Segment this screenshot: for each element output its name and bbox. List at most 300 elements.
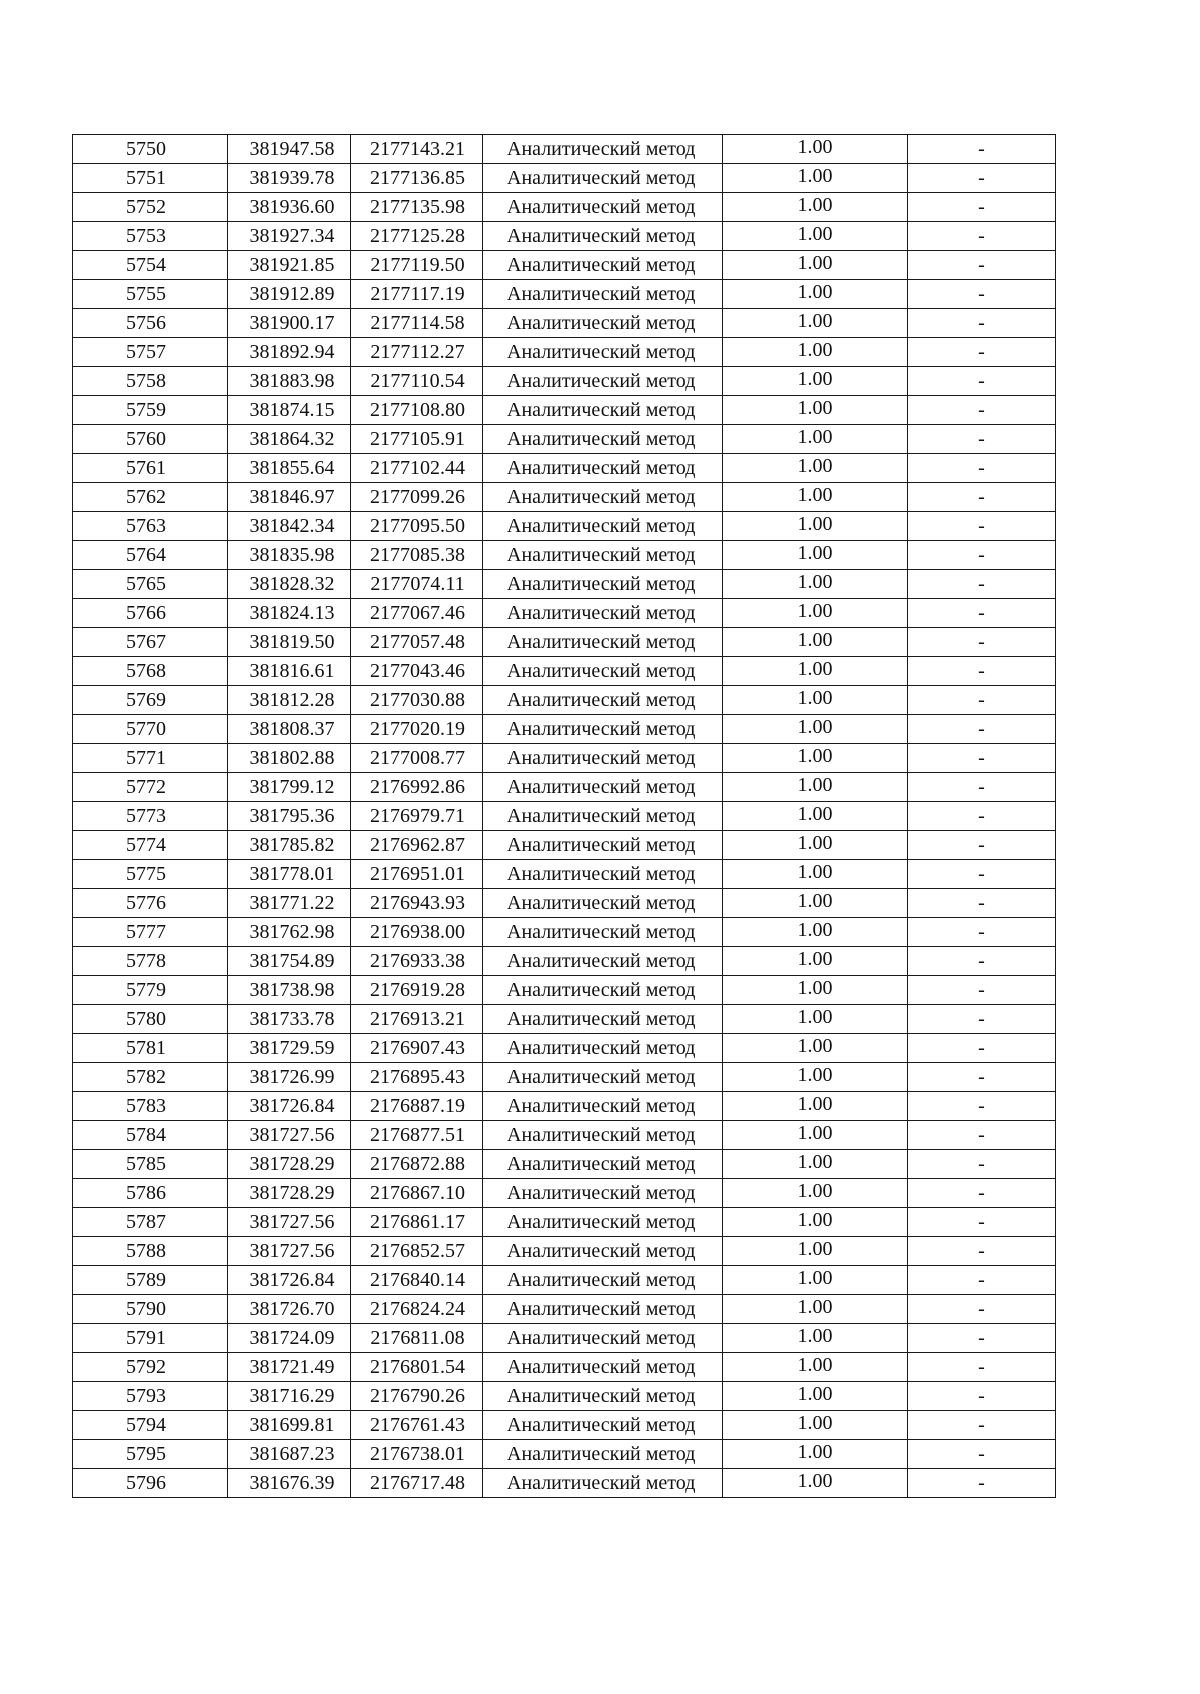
point-number-cell-text: 5795 [126,1443,166,1465]
x-coordinate-cell [228,396,351,425]
point-number-cell [73,309,228,338]
y-coordinate-cell-text: 2176801.54 [370,1356,465,1378]
y-coordinate-cell [351,802,483,831]
x-coordinate-cell-text: 381921.85 [249,254,335,276]
accuracy-cell [723,193,908,222]
point-number-cell [73,1324,228,1353]
x-coordinate-cell-text: 381883.98 [249,370,335,392]
y-coordinate-cell-text: 2177030.88 [370,689,465,711]
accuracy-cell [723,802,908,831]
accuracy-cell-text: 1.00 [797,774,833,796]
point-number-cell-text: 5793 [126,1385,166,1407]
point-number-cell [73,396,228,425]
note-cell-text: - [978,863,985,885]
note-cell-text: - [978,428,985,450]
x-coordinate-cell [228,1440,351,1469]
accuracy-cell-text: 1.00 [797,1122,833,1144]
note-cell-text: - [978,283,985,305]
accuracy-cell-text: 1.00 [797,1238,833,1260]
method-cell [483,483,723,512]
accuracy-cell-text: 1.00 [797,397,833,419]
point-number-cell [73,976,228,1005]
note-cell [908,396,1056,425]
point-number-cell [73,1150,228,1179]
y-coordinate-cell [351,541,483,570]
y-coordinate-cell-text: 2177112.27 [370,341,465,363]
accuracy-cell [723,454,908,483]
note-cell [908,1063,1056,1092]
accuracy-cell-text: 1.00 [797,1035,833,1057]
y-coordinate-cell-text: 2176951.01 [370,863,465,885]
accuracy-cell-text: 1.00 [797,687,833,709]
table-row [73,164,1056,193]
method-cell [483,280,723,309]
point-number-cell [73,1411,228,1440]
method-cell [483,396,723,425]
point-number-cell-text: 5783 [126,1095,166,1117]
note-cell [908,1324,1056,1353]
x-coordinate-cell-text: 381828.32 [249,573,335,595]
note-cell-text: - [978,979,985,1001]
y-coordinate-cell-text: 2177085.38 [370,544,465,566]
note-cell-text: - [978,515,985,537]
accuracy-cell-text: 1.00 [797,484,833,506]
x-coordinate-cell-text: 381726.99 [249,1066,335,1088]
y-coordinate-cell-text: 2177117.19 [370,283,465,305]
method-cell-text: Аналитический метод [507,921,696,943]
accuracy-cell-text: 1.00 [797,1354,833,1376]
x-coordinate-cell [228,1092,351,1121]
method-cell [483,889,723,918]
x-coordinate-cell-text: 381724.09 [249,1327,335,1349]
accuracy-cell [723,1411,908,1440]
point-number-cell [73,1440,228,1469]
accuracy-cell [723,715,908,744]
table-row [73,1208,1056,1237]
accuracy-cell [723,686,908,715]
point-number-cell [73,773,228,802]
accuracy-cell-text: 1.00 [797,339,833,361]
x-coordinate-cell [228,599,351,628]
table-row [73,599,1056,628]
x-coordinate-cell [228,1121,351,1150]
method-cell-text: Аналитический метод [507,689,696,711]
method-cell-text: Аналитический метод [507,428,696,450]
x-coordinate-cell-text: 381728.29 [249,1153,335,1175]
method-cell-text: Аналитический метод [507,660,696,682]
accuracy-cell-text: 1.00 [797,368,833,390]
note-cell-text: - [978,1037,985,1059]
note-cell [908,251,1056,280]
y-coordinate-cell-text: 2177136.85 [370,167,465,189]
note-cell [908,338,1056,367]
point-number-cell-text: 5794 [126,1414,166,1436]
accuracy-cell-text: 1.00 [797,1267,833,1289]
y-coordinate-cell [351,193,483,222]
table-row [73,1440,1056,1469]
x-coordinate-cell [228,686,351,715]
accuracy-cell [723,1237,908,1266]
table-row [73,715,1056,744]
accuracy-cell [723,396,908,425]
x-coordinate-cell-text: 381819.50 [249,631,335,653]
point-number-cell-text: 5778 [126,950,166,972]
method-cell-text: Аналитический метод [507,747,696,769]
x-coordinate-cell [228,164,351,193]
point-number-cell-text: 5774 [126,834,166,856]
note-cell-text: - [978,1269,985,1291]
method-cell [483,657,723,686]
table-row [73,1121,1056,1150]
y-coordinate-cell-text: 2177119.50 [370,254,465,276]
point-number-cell-text: 5751 [126,167,166,189]
y-coordinate-cell-text: 2176790.26 [370,1385,465,1407]
accuracy-cell-text: 1.00 [797,1470,833,1492]
y-coordinate-cell-text: 2177095.50 [370,515,465,537]
x-coordinate-cell [228,222,351,251]
point-number-cell [73,367,228,396]
note-cell [908,1092,1056,1121]
method-cell-text: Аналитический метод [507,1414,696,1436]
x-coordinate-cell-text: 381864.32 [249,428,335,450]
note-cell-text: - [978,370,985,392]
note-cell-text: - [978,544,985,566]
x-coordinate-cell-text: 381726.84 [249,1269,335,1291]
y-coordinate-cell [351,831,483,860]
method-cell [483,831,723,860]
note-cell-text: - [978,1153,985,1175]
y-coordinate-cell [351,251,483,280]
x-coordinate-cell-text: 381795.36 [249,805,335,827]
y-coordinate-cell-text: 2177043.46 [370,660,465,682]
point-number-cell [73,1237,228,1266]
method-cell [483,1440,723,1469]
x-coordinate-cell-text: 381927.34 [249,225,335,247]
table-row [73,1411,1056,1440]
y-coordinate-cell [351,744,483,773]
x-coordinate-cell-text: 381699.81 [249,1414,335,1436]
point-number-cell [73,860,228,889]
table-row [73,947,1056,976]
x-coordinate-cell [228,1353,351,1382]
x-coordinate-cell-text: 381727.56 [249,1211,335,1233]
point-number-cell [73,628,228,657]
method-cell-text: Аналитический метод [507,138,696,160]
note-cell [908,1382,1056,1411]
y-coordinate-cell-text: 2176979.71 [370,805,465,827]
point-number-cell-text: 5784 [126,1124,166,1146]
y-coordinate-cell [351,309,483,338]
point-number-cell-text: 5792 [126,1356,166,1378]
table-row [73,686,1056,715]
accuracy-cell [723,135,908,164]
y-coordinate-cell-text: 2176877.51 [370,1124,465,1146]
x-coordinate-cell-text: 381912.89 [249,283,335,305]
accuracy-cell [723,1266,908,1295]
y-coordinate-cell-text: 2177110.54 [370,370,465,392]
y-coordinate-cell [351,1179,483,1208]
method-cell [483,425,723,454]
table-row [73,425,1056,454]
point-number-cell-text: 5768 [126,660,166,682]
table-row [73,889,1056,918]
method-cell [483,193,723,222]
accuracy-cell-text: 1.00 [797,310,833,332]
table-row [73,1179,1056,1208]
x-coordinate-cell [228,1411,351,1440]
accuracy-cell-text: 1.00 [797,1383,833,1405]
method-cell-text: Аналитический метод [507,1269,696,1291]
point-number-cell [73,222,228,251]
method-cell [483,1063,723,1092]
accuracy-cell [723,1063,908,1092]
note-cell-text: - [978,1385,985,1407]
method-cell-text: Аналитический метод [507,573,696,595]
accuracy-cell [723,251,908,280]
note-cell [908,135,1056,164]
y-coordinate-cell [351,1295,483,1324]
note-cell [908,1469,1056,1498]
note-cell [908,947,1056,976]
point-number-cell [73,164,228,193]
method-cell [483,744,723,773]
accuracy-cell [723,425,908,454]
x-coordinate-cell-text: 381716.29 [249,1385,335,1407]
y-coordinate-cell-text: 2177105.91 [370,428,465,450]
method-cell-text: Аналитический метод [507,863,696,885]
point-number-cell-text: 5782 [126,1066,166,1088]
accuracy-cell [723,1005,908,1034]
method-cell [483,541,723,570]
point-number-cell [73,1121,228,1150]
table-body [73,135,1056,1498]
point-number-cell [73,135,228,164]
method-cell [483,1005,723,1034]
point-number-cell-text: 5763 [126,515,166,537]
method-cell [483,454,723,483]
note-cell-text: - [978,167,985,189]
accuracy-cell-text: 1.00 [797,948,833,970]
method-cell [483,1092,723,1121]
point-number-cell-text: 5771 [126,747,166,769]
y-coordinate-cell-text: 2177020.19 [370,718,465,740]
accuracy-cell-text: 1.00 [797,281,833,303]
x-coordinate-cell [228,657,351,686]
accuracy-cell [723,483,908,512]
note-cell [908,193,1056,222]
accuracy-cell [723,860,908,889]
x-coordinate-cell-text: 381802.88 [249,747,335,769]
method-cell [483,1353,723,1382]
y-coordinate-cell [351,1034,483,1063]
accuracy-cell [723,367,908,396]
point-number-cell-text: 5769 [126,689,166,711]
y-coordinate-cell-text: 2176887.19 [370,1095,465,1117]
note-cell [908,1353,1056,1382]
x-coordinate-cell-text: 381824.13 [249,602,335,624]
note-cell-text: - [978,1211,985,1233]
accuracy-cell-text: 1.00 [797,194,833,216]
method-cell-text: Аналитический метод [507,167,696,189]
y-coordinate-cell [351,947,483,976]
method-cell-text: Аналитический метод [507,805,696,827]
y-coordinate-cell [351,1063,483,1092]
y-coordinate-cell-text: 2176933.38 [370,950,465,972]
accuracy-cell-text: 1.00 [797,426,833,448]
y-coordinate-cell [351,222,483,251]
method-cell [483,715,723,744]
point-number-cell [73,657,228,686]
point-number-cell-text: 5786 [126,1182,166,1204]
y-coordinate-cell-text: 2177099.26 [370,486,465,508]
point-number-cell-text: 5796 [126,1472,166,1494]
accuracy-cell-text: 1.00 [797,1180,833,1202]
note-cell [908,628,1056,657]
table-row [73,570,1056,599]
y-coordinate-cell [351,1469,483,1498]
accuracy-cell-text: 1.00 [797,165,833,187]
y-coordinate-cell-text: 2177057.48 [370,631,465,653]
point-number-cell [73,947,228,976]
point-number-cell-text: 5777 [126,921,166,943]
note-cell [908,1295,1056,1324]
x-coordinate-cell-text: 381726.84 [249,1095,335,1117]
accuracy-cell-text: 1.00 [797,1151,833,1173]
point-number-cell-text: 5762 [126,486,166,508]
point-number-cell [73,1266,228,1295]
table-row [73,1005,1056,1034]
x-coordinate-cell [228,1382,351,1411]
point-number-cell [73,1382,228,1411]
method-cell-text: Аналитический метод [507,834,696,856]
note-cell-text: - [978,1008,985,1030]
point-number-cell-text: 5758 [126,370,166,392]
x-coordinate-cell-text: 381900.17 [249,312,335,334]
method-cell-text: Аналитический метод [507,1211,696,1233]
x-coordinate-cell [228,193,351,222]
y-coordinate-cell [351,686,483,715]
table-row [73,280,1056,309]
table-row [73,918,1056,947]
accuracy-cell-text: 1.00 [797,1325,833,1347]
x-coordinate-cell-text: 381947.58 [249,138,335,160]
table-row [73,309,1056,338]
point-number-cell-text: 5756 [126,312,166,334]
method-cell-text: Аналитический метод [507,283,696,305]
point-number-cell-text: 5752 [126,196,166,218]
accuracy-cell [723,657,908,686]
note-cell [908,889,1056,918]
note-cell-text: - [978,921,985,943]
x-coordinate-cell-text: 381733.78 [249,1008,335,1030]
method-cell-text: Аналитический метод [507,515,696,537]
y-coordinate-cell-text: 2176992.86 [370,776,465,798]
note-cell [908,1121,1056,1150]
y-coordinate-cell [351,1411,483,1440]
y-coordinate-cell [351,1092,483,1121]
table-row [73,396,1056,425]
accuracy-cell [723,744,908,773]
method-cell [483,367,723,396]
y-coordinate-cell [351,918,483,947]
point-number-cell [73,1295,228,1324]
method-cell [483,164,723,193]
y-coordinate-cell-text: 2176962.87 [370,834,465,856]
y-coordinate-cell-text: 2177067.46 [370,602,465,624]
y-coordinate-cell-text: 2176717.48 [370,1472,465,1494]
note-cell-text: - [978,399,985,421]
accuracy-cell-text: 1.00 [797,1093,833,1115]
point-number-cell-text: 5755 [126,283,166,305]
point-number-cell [73,1469,228,1498]
point-number-cell [73,1353,228,1382]
table-row [73,454,1056,483]
accuracy-cell [723,338,908,367]
accuracy-cell-text: 1.00 [797,455,833,477]
method-cell [483,338,723,367]
x-coordinate-cell [228,1266,351,1295]
x-coordinate-cell-text: 381771.22 [249,892,335,914]
point-number-cell-text: 5791 [126,1327,166,1349]
x-coordinate-cell [228,280,351,309]
x-coordinate-cell-text: 381729.59 [249,1037,335,1059]
point-number-cell [73,570,228,599]
note-cell [908,425,1056,454]
accuracy-cell-text: 1.00 [797,1209,833,1231]
accuracy-cell [723,1150,908,1179]
x-coordinate-cell-text: 381785.82 [249,834,335,856]
note-cell-text: - [978,1414,985,1436]
x-coordinate-cell [228,251,351,280]
accuracy-cell [723,280,908,309]
note-cell-text: - [978,1095,985,1117]
method-cell-text: Аналитический метод [507,399,696,421]
method-cell [483,976,723,1005]
point-number-cell-text: 5776 [126,892,166,914]
point-number-cell [73,1063,228,1092]
accuracy-cell-text: 1.00 [797,1412,833,1434]
x-coordinate-cell-text: 381842.34 [249,515,335,537]
note-cell-text: - [978,1240,985,1262]
note-cell [908,309,1056,338]
note-cell-text: - [978,1182,985,1204]
note-cell-text: - [978,1124,985,1146]
y-coordinate-cell [351,1208,483,1237]
point-number-cell-text: 5790 [126,1298,166,1320]
table-row [73,1237,1056,1266]
x-coordinate-cell [228,309,351,338]
coordinates-table [72,134,1056,1498]
accuracy-cell [723,1121,908,1150]
accuracy-cell [723,541,908,570]
note-cell-text: - [978,486,985,508]
method-cell [483,222,723,251]
x-coordinate-cell [228,1179,351,1208]
note-cell-text: - [978,718,985,740]
method-cell-text: Аналитический метод [507,1298,696,1320]
point-number-cell [73,454,228,483]
note-cell [908,657,1056,686]
table-row [73,541,1056,570]
y-coordinate-cell [351,889,483,918]
method-cell [483,1469,723,1498]
x-coordinate-cell [228,135,351,164]
note-cell-text: - [978,341,985,363]
y-coordinate-cell [351,512,483,541]
table-row [73,976,1056,1005]
y-coordinate-cell-text: 2177102.44 [370,457,465,479]
y-coordinate-cell-text: 2176938.00 [370,921,465,943]
